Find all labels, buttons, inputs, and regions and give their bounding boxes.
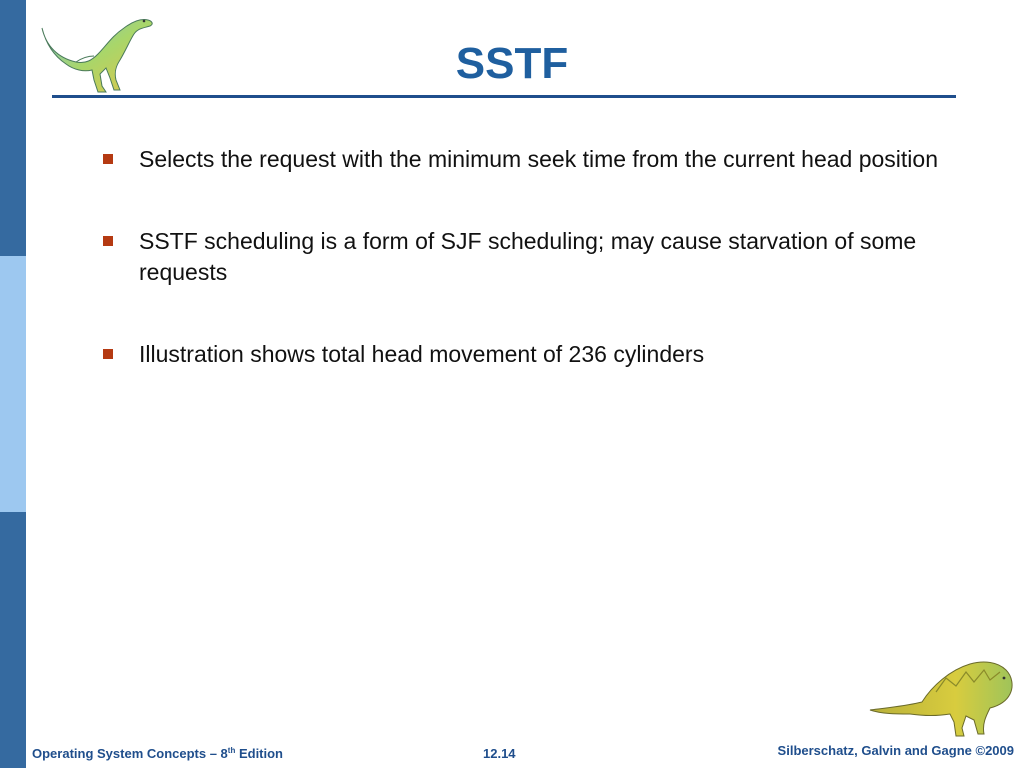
sidebar-stripe: [0, 0, 26, 768]
sidebar-segment-bottom: [0, 512, 26, 768]
bullet-list: [100, 144, 960, 370]
footer-book-suffix: Edition: [235, 746, 284, 761]
footer-book-superscript: th: [227, 746, 236, 755]
footer-book-title: [32, 745, 283, 763]
sidebar-segment-middle: [0, 256, 26, 512]
bullet-item: [100, 226, 960, 288]
bullet-text: SSTF scheduling is a form of SJF scheduling; may cause starvation of some requests: [139, 228, 917, 285]
slide-title: SSTF: [455, 39, 569, 88]
bullet-text: Selects the request with the minimum seek time from the current head position: [139, 146, 938, 172]
footer-page-number: 12.14: [483, 746, 516, 761]
bullet-item: [100, 144, 960, 175]
bullet-text: Illustration shows total head movement of 236 cylinders: [139, 341, 705, 367]
footer-copyright: Silberschatz, Galvin and Gagne ©2009: [777, 743, 1014, 758]
square-bullet-icon: [103, 349, 113, 359]
square-bullet-icon: [103, 236, 113, 246]
square-bullet-icon: [103, 154, 113, 164]
bullet-item: [100, 339, 960, 370]
footer-book-prefix: Operating System Concepts – 8: [32, 746, 228, 761]
dinosaur-logo-bottom: [866, 656, 1018, 740]
title-divider: [52, 95, 956, 98]
